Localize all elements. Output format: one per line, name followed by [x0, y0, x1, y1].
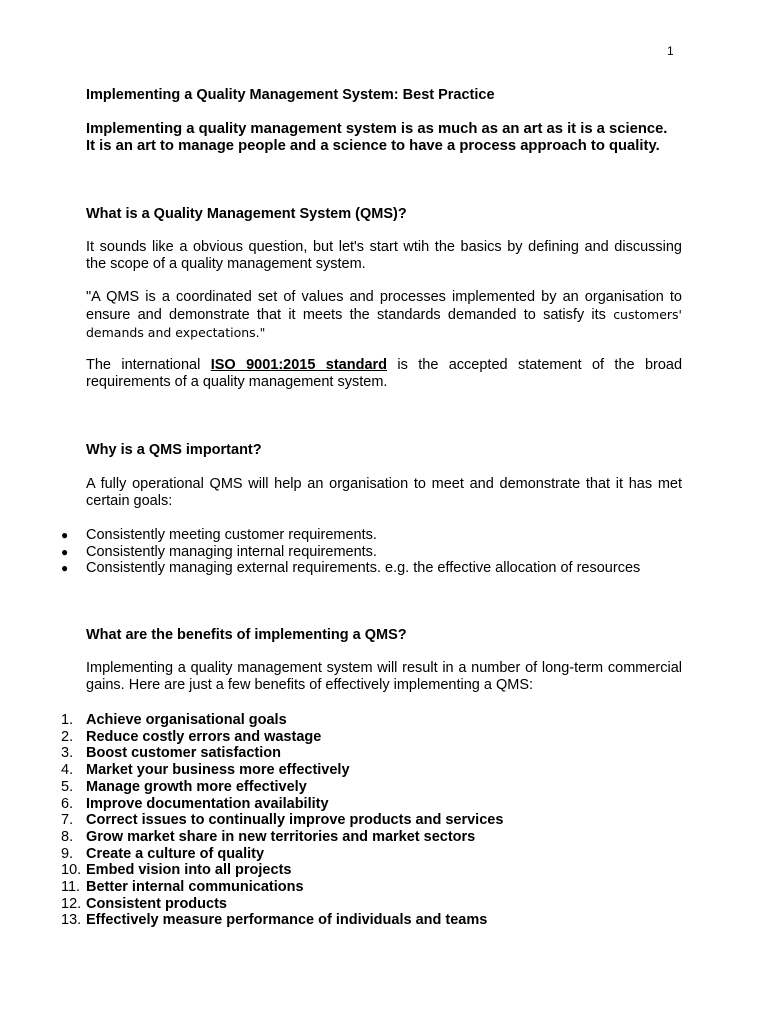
bullet-icon: ● [61, 528, 69, 542]
section1-iso-paragraph [86, 357, 682, 391]
list-item: 4. Market your business more effectively [61, 762, 350, 779]
quote-text: "A QMS is a coordinated set of values and processes implemented by an organisation to ensure and demonstrate that it meets the standards demanded to satisfy its [86, 289, 682, 323]
iso-text-after: is the accepted statement of the broad requirements of a quality management system. [86, 357, 683, 390]
list-item: ● Consistently managing external requirements. e.g. the effective allocation of resources [61, 560, 641, 576]
goals-bullet-list [0, 527, 768, 577]
list-item: 1. Achieve organisational goals [61, 712, 287, 728]
list-item: 11. Better internal communications [61, 879, 304, 896]
list-item: ● Consistently meeting customer requirements. [61, 527, 377, 543]
section1-quote-paragraph [86, 289, 682, 342]
list-item: 6. Improve documentation availability [61, 795, 329, 812]
bullet-icon: ● [61, 544, 69, 559]
page-number: 1 [667, 44, 674, 58]
section-heading-why-qms-important: Why is a QMS important? [86, 442, 262, 458]
list-item: 2. Reduce costly errors and wastage [61, 728, 322, 745]
quote-text-tail: customers' demands and expectations." [86, 307, 682, 340]
intro-statement [86, 121, 682, 155]
list-item: 9. Create a culture of quality [61, 845, 265, 862]
list-item: 13. Effectively measure performance of individuals and teams [61, 912, 488, 929]
iso-standard-link[interactable]: ISO 9001:2015 standard [210, 357, 388, 373]
benefits-numbered-list [0, 712, 768, 929]
iso-text-before: The international [86, 357, 201, 373]
list-item: ● Consistently managing internal requirements. [61, 543, 377, 560]
list-item: 12. Consistent products [61, 895, 227, 912]
intro-line-1: Implementing a quality management system is as much as an art as it is a science. [86, 121, 668, 137]
bullet-icon: ● [61, 561, 69, 575]
section-heading-what-is-qms: What is a Quality Management System (QMS)? [86, 206, 407, 222]
list-item: 8. Grow market share in new territories and market sectors [61, 828, 476, 845]
list-item: 10. Embed vision into all projects [61, 862, 292, 879]
list-item: 5. Manage growth more effectively [61, 778, 307, 795]
document-title: Implementing a Quality Management System: Best Practice [86, 87, 495, 103]
list-item: 3. Boost customer satisfaction [61, 745, 281, 762]
section2-paragraph-1: A fully operational QMS will help an organisation to meet and demonstrate that it has met certain goals: [86, 476, 682, 509]
intro-line-2: It is an art to manage people and a science to have a process approach to quality. [86, 138, 660, 154]
section1-paragraph-1: It sounds like a obvious question, but let's start wtih the basics by defining and discussing the scope of a quality management system. [86, 239, 682, 272]
section-heading-benefits: What are the benefits of implementing a QMS? [86, 627, 407, 643]
list-item: 7. Correct issues to continually improve products and services [61, 812, 504, 829]
section3-paragraph-1: Implementing a quality management system will result in a number of long-term commercial gains. Here are just a few benefits of effectively implementing a QMS: [86, 660, 682, 693]
